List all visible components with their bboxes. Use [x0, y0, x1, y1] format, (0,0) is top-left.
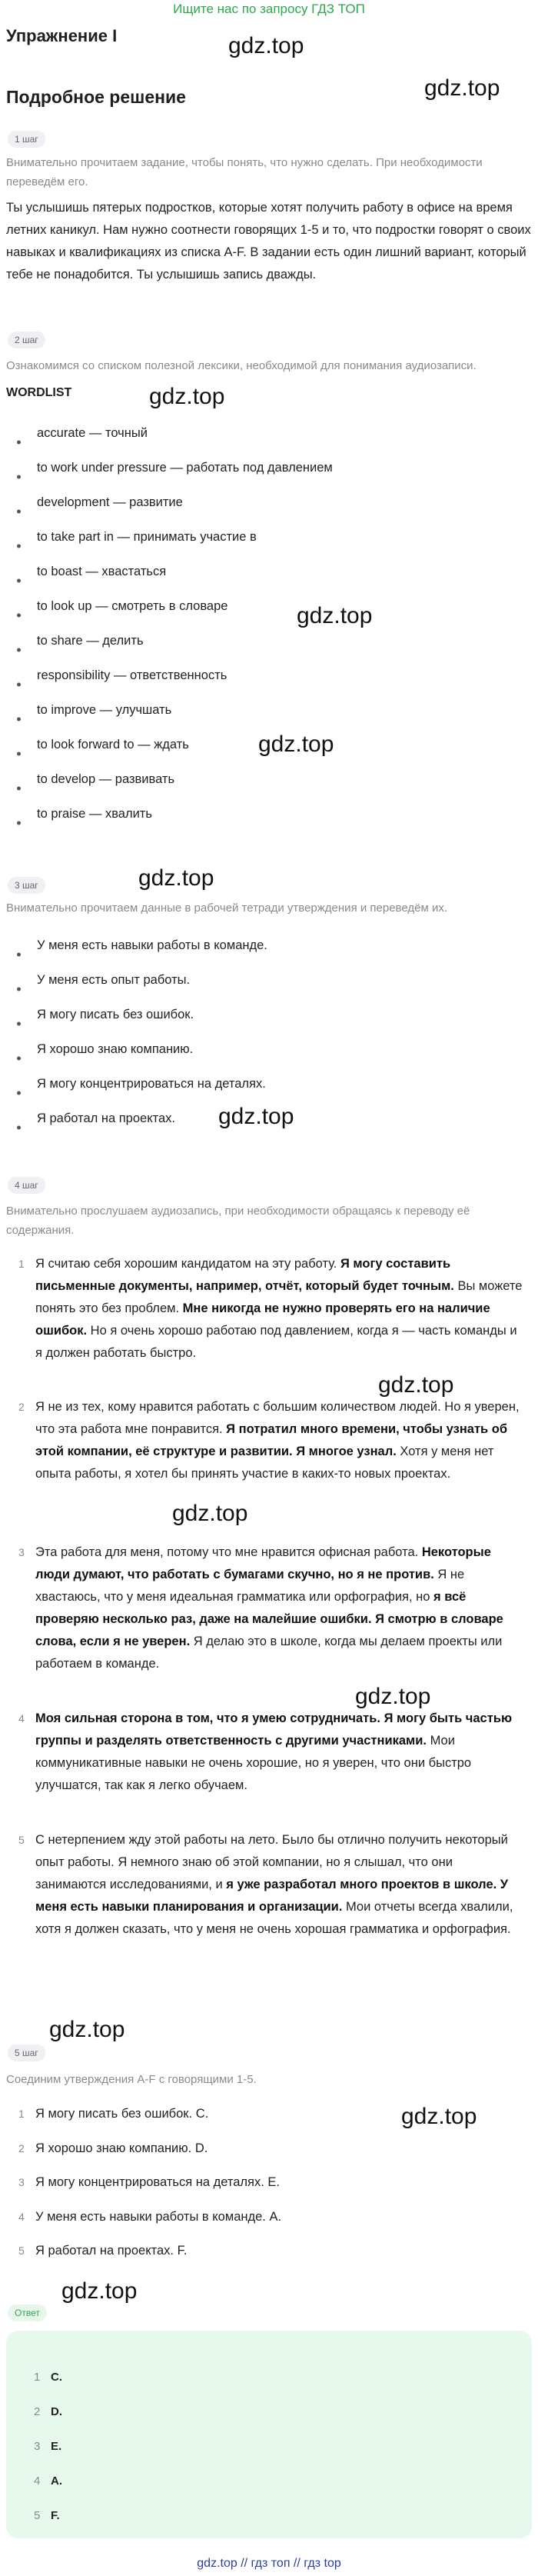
- text-segment: Эта работа для меня, потому что мне нравится офисная работа.: [35, 1545, 422, 1559]
- answer-box: [6, 2331, 532, 2538]
- task-text: Ты услышишь пятерых подростков, которые хотят получить работу в офисе на время летних каникул. Нам нужно соотнести говорящих 1-5 и то, что подростки говорят о своих навыках и квалификациях из списка A-F. В задании есть один лишний вариант, который тебе не понадобится. Ты услышишь запись дважды.: [6, 201, 531, 282]
- watermark: gdz.top: [218, 1104, 294, 1129]
- bold-segment: я уже разработал много проектов в школе. У меня есть навыки планирования и организации.: [35, 1878, 509, 1914]
- item-number: 3: [18, 1546, 25, 1558]
- bold-segment: Я потратил много времени, чтобы узнать об этой компании, её структуре и развитии. Я многое узнал.: [35, 1422, 508, 1458]
- answer-number: 4: [34, 2474, 41, 2488]
- watermark: gdz.top: [172, 1501, 248, 1526]
- match-text: У меня есть навыки работы в команде. A.: [35, 2210, 282, 2224]
- top-banner-link[interactable]: Ищите нас по запросу ГДЗ ТОП: [173, 2, 365, 16]
- answer-number: 2: [34, 2405, 41, 2418]
- item-number: 3: [18, 2176, 25, 2188]
- bold-segment: Моя сильная сторона в том, что я умею сотрудничать. Я могу быть частью группы и разделять ответственность с другими участниками.: [35, 1711, 513, 1748]
- watermark: gdz.top: [378, 1372, 454, 1398]
- list-item: development — развитие: [17, 494, 524, 528]
- watermark: gdz.top: [355, 1684, 431, 1709]
- item-number: 2: [18, 1401, 25, 1413]
- list-item: to look forward to — ждать: [17, 736, 524, 771]
- footer-links[interactable]: gdz.top // гдз топ // гдз top: [197, 2557, 341, 2570]
- text-segment: Мои коммуникативные навыки не очень хорошие, но я уверен, что они быстро улучшатся, так как я легко обучаем.: [35, 1734, 472, 1792]
- step-badge: 3 шаг: [8, 877, 45, 894]
- watermark: gdz.top: [401, 2104, 477, 2129]
- match-text: Я могу концентрироваться на деталях. E.: [35, 2175, 280, 2189]
- step-badge: 2 шаг: [8, 332, 45, 348]
- transcript-item: [18, 1541, 526, 1675]
- bold-segment: Я могу составить письменные документы, например, отчёт, который будет точным.: [35, 1257, 454, 1293]
- text-segment: Хотя у меня нет опыта работы, я хотел бы принять участие в каких-то новых проектах.: [35, 1445, 494, 1481]
- list-item: to look up — смотреть в словаре: [17, 598, 524, 632]
- wordlist-title: WORDLIST: [6, 386, 72, 399]
- answer-row: [34, 2405, 62, 2418]
- text-segment: Но я очень хорошо работаю под давлением, когда я — часть команды и я должен работать быстро.: [35, 1324, 517, 1360]
- match-item: [18, 2103, 526, 2125]
- answer-value: A.: [51, 2474, 62, 2488]
- list-item: У меня есть навыки работы в команде.: [17, 937, 524, 971]
- item-number: 4: [18, 1712, 25, 1725]
- list-item: to work under pressure — работать под давлением: [17, 459, 524, 494]
- item-number: 1: [18, 2108, 25, 2120]
- list-item: to share — делить: [17, 632, 524, 667]
- text-segment: Я не хвастаюсь, что у меня идеальная грамматика или орфография, но: [35, 1568, 465, 1604]
- transcript-text: [35, 1541, 526, 1675]
- watermark: gdz.top: [297, 603, 373, 628]
- text-segment: Мои отчеты всегда хвалили, хотя я должен сказать, что у меня не очень хорошая грамматика и орфография.: [35, 1900, 513, 1936]
- list-item: Я хорошо знаю компанию.: [17, 1041, 524, 1075]
- list-item: to improve — улучшать: [17, 701, 524, 736]
- item-number: 4: [18, 2211, 25, 2223]
- answer-value: E.: [51, 2440, 62, 2453]
- answer-number: 3: [34, 2440, 41, 2453]
- list-item: to praise — хвалить: [17, 805, 524, 840]
- text-segment: Я не из тех, кому нравится работать с большим количеством людей. Но я уверен, что эта работа мне понравится.: [35, 1400, 520, 1436]
- list-item: Я могу концентрироваться на деталях.: [17, 1075, 524, 1110]
- step-description: Внимательно прочитаем задание, чтобы понять, что нужно сделать. При необходимости переведём его.: [6, 156, 483, 188]
- step-badge: 4 шаг: [8, 1177, 45, 1194]
- bold-segment: Некоторые люди думают, что работать с бумагами скучно, но я не против.: [35, 1545, 491, 1581]
- match-item: [18, 2171, 526, 2194]
- transcript-text: [35, 1253, 526, 1365]
- answer-value: C.: [51, 2371, 62, 2384]
- transcript-text: [35, 1829, 526, 1941]
- wordlist: [17, 425, 524, 840]
- answer-row: [34, 2371, 62, 2384]
- watermark: gdz.top: [138, 865, 214, 891]
- step-description: Внимательно прослушаем аудиозапись, при необходимости обращаясь к переводу её содержания.: [6, 1205, 470, 1237]
- list-item: Я могу писать без ошибок.: [17, 1006, 524, 1041]
- exercise-title: Упражнение I: [6, 26, 118, 45]
- item-number: 2: [18, 2142, 25, 2154]
- answer-number: 5: [34, 2509, 41, 2522]
- match-item: [18, 2240, 526, 2262]
- text-segment: Я делаю это в школе, когда мы делаем проекты или работаем в команде.: [35, 1635, 503, 1671]
- match-text: Я хорошо знаю компанию. D.: [35, 2141, 208, 2155]
- transcript-item: [18, 1396, 526, 1485]
- transcript-item: [18, 1253, 526, 1365]
- list-item: accurate — точный: [17, 425, 524, 459]
- item-number: 5: [18, 1834, 25, 1846]
- transcript-item: [18, 1708, 526, 1797]
- step-description: Ознакомимся со списком полезной лексики, необходимой для понимания аудиозаписи.: [6, 359, 477, 372]
- answer-value: D.: [51, 2405, 62, 2418]
- transcript-text: [35, 1708, 526, 1797]
- item-number: 5: [18, 2244, 25, 2257]
- transcript-item: [18, 1829, 526, 1941]
- list-item: Я работал на проектах.: [17, 1110, 524, 1145]
- list-item: to boast — хвастаться: [17, 563, 524, 598]
- transcript-text: [35, 1396, 526, 1485]
- item-number: 1: [18, 1258, 25, 1270]
- watermark: gdz.top: [228, 33, 304, 58]
- watermark: gdz.top: [149, 384, 225, 409]
- answer-value: F.: [51, 2509, 60, 2522]
- step-badge: 5 шаг: [8, 2044, 45, 2061]
- answer-row: [34, 2509, 60, 2522]
- answer-number: 1: [34, 2371, 41, 2384]
- list-item: to take part in — принимать участие в: [17, 528, 524, 563]
- text-segment: Я считаю себя хорошим кандидатом на эту работу.: [35, 1257, 340, 1271]
- answer-row: [34, 2474, 62, 2488]
- step-badge: 1 шаг: [8, 131, 45, 148]
- answer-badge: Ответ: [8, 2304, 47, 2321]
- list-item: responsibility — ответственность: [17, 667, 524, 701]
- statements-list: [17, 937, 524, 1145]
- bold-segment: я всё проверяю несколько раз, даже на малейшие ошибки. Я смотрю в словаре слова, если я не уверен.: [35, 1590, 503, 1648]
- step-description: Соединим утверждения A-F с говорящими 1-5.: [6, 2073, 257, 2086]
- answer-row: [34, 2440, 61, 2453]
- step-description: Внимательно прочитаем данные в рабочей тетради утверждения и переведём их.: [6, 901, 447, 915]
- watermark: gdz.top: [49, 2017, 125, 2042]
- match-text: Я могу писать без ошибок. C.: [35, 2107, 209, 2121]
- list-item: У меня есть опыт работы.: [17, 971, 524, 1006]
- watermark: gdz.top: [258, 731, 334, 757]
- match-item: [18, 2206, 526, 2228]
- solution-title: Подробное решение: [6, 87, 186, 107]
- list-item: to develop — развивать: [17, 771, 524, 805]
- match-text: Я работал на проектах. F.: [35, 2244, 188, 2258]
- bold-segment: Мне никогда не нужно проверять его на наличие ошибок.: [35, 1301, 490, 1338]
- watermark: gdz.top: [424, 75, 500, 101]
- match-item: [18, 2138, 526, 2160]
- text-segment: С нетерпением жду этой работы на лето. Было бы отлично получить некоторый опыт работы. Я немного знаю об этой компании, но я слышал, что они занимаются исследованиями, и: [35, 1833, 508, 1891]
- text-segment: Вы можете понять это без проблем.: [35, 1279, 523, 1315]
- watermark: gdz.top: [61, 2278, 138, 2304]
